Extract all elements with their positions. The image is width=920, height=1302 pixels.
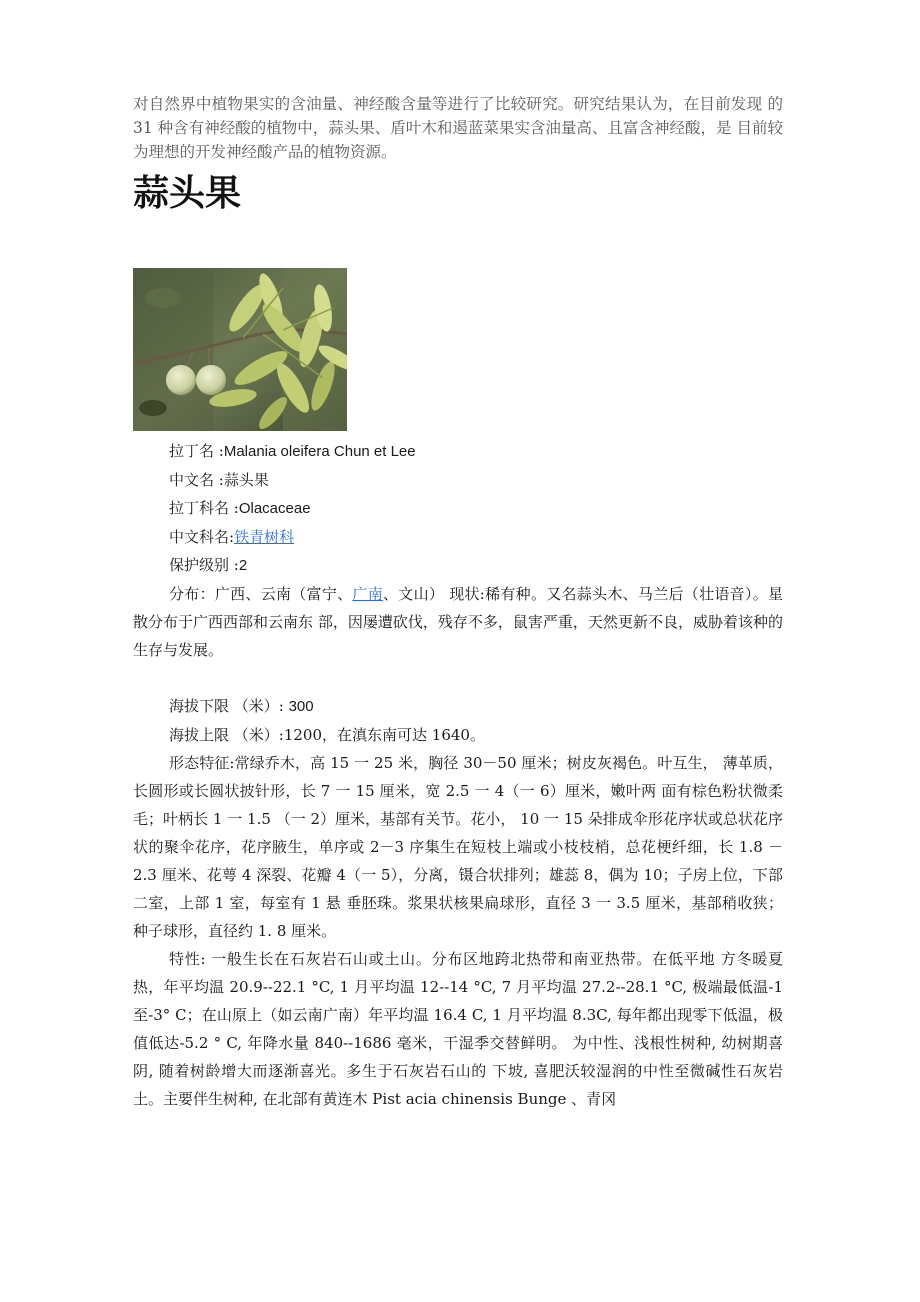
protection-row <box>133 551 783 580</box>
altitude-high-row <box>133 721 783 749</box>
latin-family-value: Olacaceae <box>238 500 311 517</box>
altitude-low-label: 海拔下限 （米）: <box>169 697 289 715</box>
latin-name-label: 拉丁名 : <box>169 442 224 460</box>
distribution-prefix: 分布：广西、云南（富宁、 <box>169 585 353 603</box>
morphology-paragraph: 形态特征:常绿乔木，高 15 一 25 米，胸径 30－50 厘米；树皮灰褐色。叶互生， 薄革质，长圆形或长圆状披针形，长 7 一 15 厘米，宽 2.5 一 4（一 6）厘米，嫩叶两 面有棕色粉状微柔毛；叶柄长 1 一 1.5 （一 2）厘米，基部有关节。花小， 10 一 15 朵排成伞形花序状或总状花序状的聚伞花序，花序腋生，单序或 2－3 序集生在短枝上端或小枝枝梢，总花梗纤细，长 1.8 －2.3 厘米、花萼 4 深裂、花瓣 4（一 5），分离，镊合状排列；雄蕊 8，偶为 10；子房上位，下部二室，上部 1 室，每室有 1 悬 垂胚珠。浆果状核果扁球形，直径 3 一 3.5 厘米，基部稍收狭；种子球形，直径约 1. 8 厘米。 <box>133 754 783 940</box>
cn-family-label: 中文科名: <box>169 528 235 546</box>
guangnan-link[interactable]: 广南 <box>352 585 383 603</box>
spacer <box>133 664 783 692</box>
cn-name-label: 中文名 : <box>169 471 224 489</box>
plant-photo <box>133 268 347 431</box>
latin-family-label: 拉丁科名 : <box>169 499 239 517</box>
altitude-low-row <box>133 692 783 721</box>
latin-family-row <box>133 494 783 523</box>
distribution-paragraph <box>133 580 783 664</box>
altitude-high-value: 1200，在滇东南可达 1640。 <box>283 726 485 744</box>
traits-paragraph: 特性: 一般生长在石灰岩石山或土山。分布区地跨北热带和南亚热带。在低平地 方冬暖夏热，年平均温 20.9--22.1 °C, 1 月平均温 12--14 °C, 7 月平均温 27.2--28.1 °C, 极端最低温-1 至-3° C；在山原上（如云南广南）年平均温 16.4 C, 1 月平均温 8.3C, 每年都出现零下低温，极值低达-5.2 ° C, 年降水量 840--1686 毫米，干湿季交替鲜明。 为中性、浅根性树种, 幼树期喜阴, 随着树龄增大而逐渐喜光。多生于石灰岩石山的 下坡, 喜肥沃较湿润的中性至微碱性石灰岩土。主要伴生树种, 在北部有黄连木 Pist acia chinensis Bunge 、青冈 <box>133 950 783 1108</box>
intro-paragraph: 对自然界中植物果实的含油量、神经酸含量等进行了比较研究。研究结果认为，在目前发现 的 31 种含有神经酸的植物中，蒜头果、盾叶木和遏蓝菜果实含油量高、且富含神经酸，是 目前较为理想的开发神经酸产品的植物资源。 <box>133 95 783 161</box>
altitude-high-label: 海拔上限 （米）: <box>169 726 284 744</box>
altitude-low-value: 300 <box>288 698 314 715</box>
protection-label: 保护级别 : <box>169 556 239 574</box>
latin-name-value: Malania oleifera Chun et Lee <box>223 443 416 460</box>
species-fields <box>133 437 783 580</box>
distribution-suffix: 、文山） 现状:稀有种。又名蒜头木、马兰后（壮语音）。星散分布于广西西部和云南东 部，因屡遭砍伐，残存不多，鼠害严重，天然更新不良，威胁着该种的生存与发展。 <box>133 585 783 659</box>
document-page <box>133 92 783 1113</box>
cn-name-value: 蒜头果 <box>223 471 269 489</box>
protection-value: 2 <box>238 557 248 574</box>
cn-name-row <box>133 466 783 494</box>
cn-family-row <box>133 523 783 551</box>
cn-family-link[interactable]: 铁青树科 <box>234 528 295 546</box>
page-title: 蒜头果 <box>133 173 242 214</box>
latin-name-row <box>133 437 783 466</box>
